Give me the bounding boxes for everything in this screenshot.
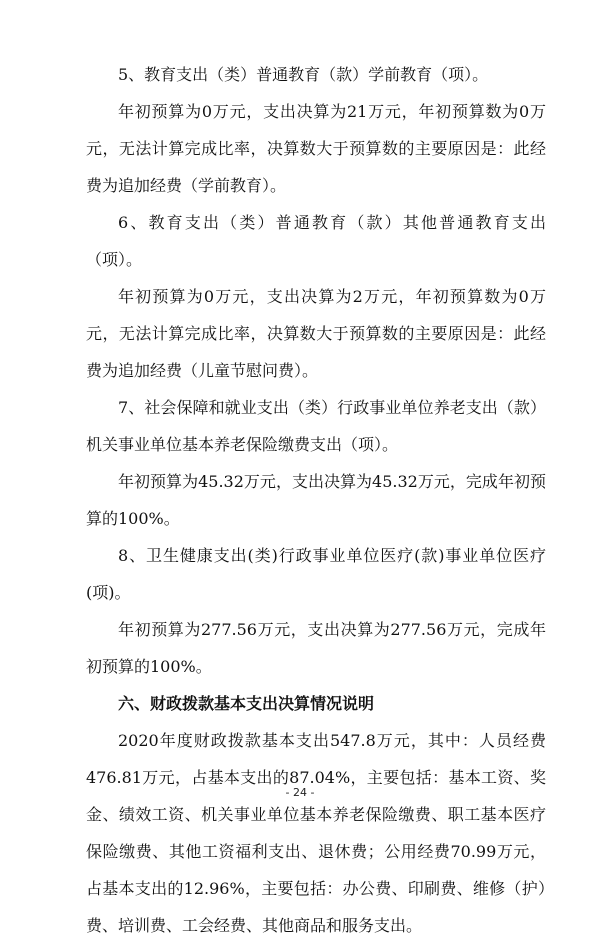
page-number: - 24 -: [285, 786, 315, 799]
item-7-description: 年初预算为45.32万元，支出决算为45.32万元，完成年初预算的100%。: [86, 472, 546, 528]
basic-expenditure-description: 2020年度财政拨款基本支出547.8万元，其中：人员经费476.81万元，占基本支出的87.04%，主要包括：基本工资、奖金、绩效工资、机关事业单位基本养老保险缴费、职工基本医疗保险缴费、其他工资福利支出、退休费；公用经费70.99万元，占基本支出的12.96%，主要包括：办公费、印刷费、维修（护）费、培训费、工会经费、其他商品和服务支出。: [86, 731, 546, 935]
item-8-title: 8、卫生健康支出(类)行政事业单位医疗(款)事业单位医疗(项)。: [86, 546, 546, 602]
item-6-description: 年初预算为0万元，支出决算为2万元，年初预算数为0万元，无法计算完成比率，决算数大于预算数的主要原因是：此经费为追加经费（儿童节慰问费）。: [86, 287, 546, 380]
section-6-heading: 六、财政拨款基本支出决算情况说明: [118, 694, 375, 713]
item-5-description: 年初预算为0万元，支出决算为21万元，年初预算数为0万元，无法计算完成比率，决算数大于预算数的主要原因是：此经费为追加经费（学前教育）。: [86, 102, 546, 195]
item-5-title: 5、教育支出（类）普通教育（款）学前教育（项）。: [118, 65, 489, 84]
document-body: [86, 56, 546, 944]
item-7-title: 7、社会保障和就业支出（类）行政事业单位养老支出（款）机关事业单位基本养老保险缴费支出（项）。: [86, 398, 546, 454]
item-6-title: 6、教育支出（类）普通教育（款）其他普通教育支出（项）。: [86, 213, 546, 269]
item-8-description: 年初预算为277.56万元，支出决算为277.56万元，完成年初预算的100%。: [86, 620, 546, 676]
